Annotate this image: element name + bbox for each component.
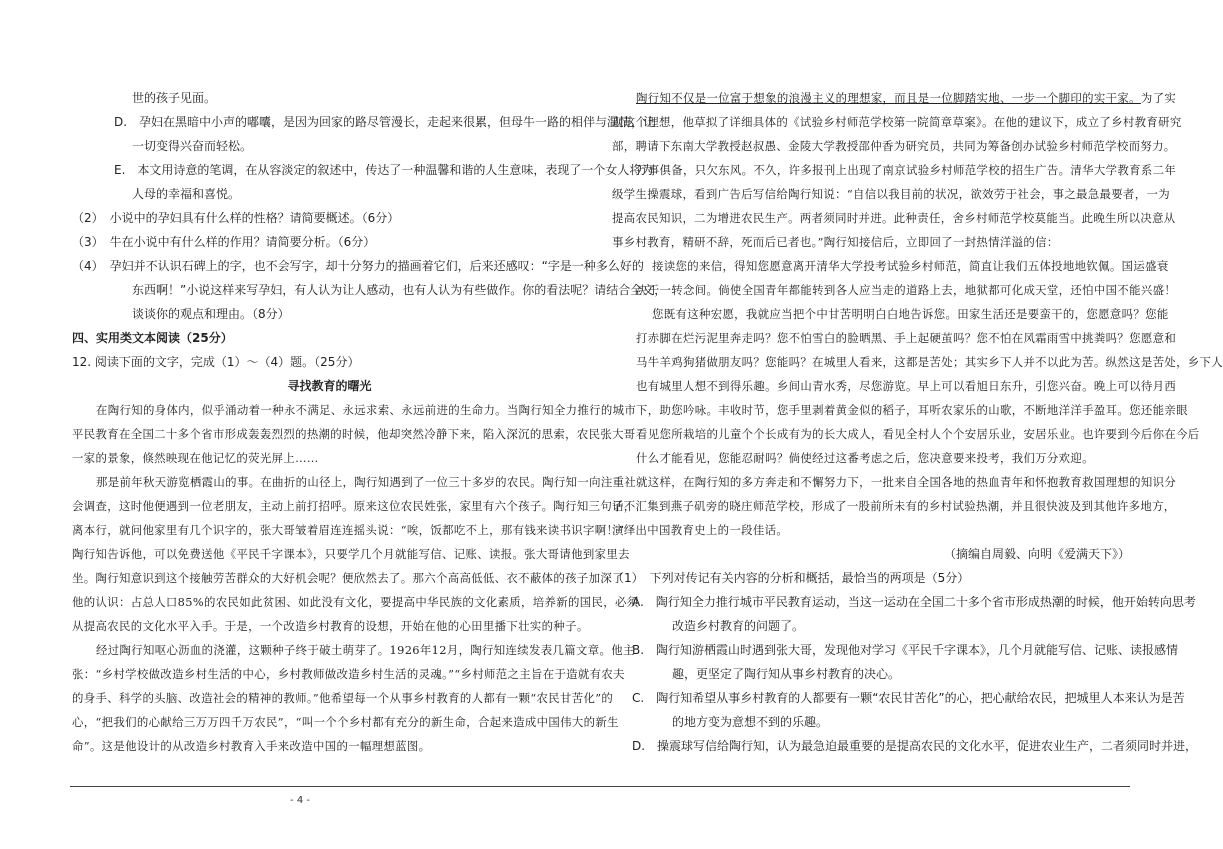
text-line: （摘编自周毅、向明《爱满天下》） xyxy=(943,547,1130,561)
text-line: 陶行知告诉他，可以免费送他《平民千字课本》，只要学几个月就能写信、记账、读报。张大哥请他到家里去 xyxy=(72,547,630,561)
text-line: 您既有这种宏愿，我就应当把个中甘苦明明白白地告诉您。田家生活还是要蛮干的，您愿意吗？您能 xyxy=(652,307,1169,321)
text-line: 12. 阅读下面的文字，完成（1）～（4）题。（25分） xyxy=(72,355,360,369)
text-line: 命”。这是他设计的从改造乡村教育入手来改造中国的一幅理想蓝图。 xyxy=(72,739,431,753)
text-line: 的身手、科学的头脑、改造社会的精神的教师。”他希望每一个从事乡村教育的人都有一颗“农民甘苦化”的 xyxy=(72,691,614,705)
text-line: 万事俱备，只欠东风。不久，许多报刊上出现了南京试验乡村师范学校的招生广告。清华大学教育系二年 xyxy=(636,163,1177,177)
text-line: （3） 牛在小说中有什么样的作用？请简要分析。（6分） xyxy=(72,235,376,249)
text-line: 演绎出中国教育史上的一段佳话。 xyxy=(612,523,789,537)
text-line: 打赤脚在烂污泥里奔走吗？您不怕雪白的脸晒黑、手上起硬茧吗？您不怕在风霜雨雪中挑粪吗？您愿意和 xyxy=(636,331,1177,345)
text-line: 接读您的来信，得知您愿意离开清华大学投考试验乡村师范，简直让我们五体投地地钦佩。国运盛衰 xyxy=(652,259,1169,273)
text-line: 什么才能看见，您能忍耐吗？倘使经过这番考虑之后，您决意要来投考，我们万分欢迎。 xyxy=(636,451,1094,465)
text-line: 现这个理想，他草拟了详细具体的《试验乡村师范学校第一院简章草案》。在他的建议下，成立了乡村教育研究 xyxy=(612,115,1182,129)
text-line: 谈谈你的观点和理由。（8分） xyxy=(132,307,290,321)
text-line: 子，汇集到燕子矶旁的晓庄师范学校，形成了一股前所未有的乡村试验热潮，并且很快波及到其他许多地方， xyxy=(612,499,1176,513)
text-line: （2） 小说中的孕妇具有什么样的性格？请简要概述。（6分） xyxy=(72,211,400,225)
right-column xyxy=(612,86,1223,758)
text-line: 平民教育在全国二十多个省市形成轰轰烈烈的热潮的时候，他却突然冷静下来，陷入深沉的思索，农民张大哥 xyxy=(72,427,636,441)
text-line: 改造乡村教育的问题了。 xyxy=(672,619,805,633)
text-line: 一家的景象，倏然映现在他记忆的荧光屏上…… xyxy=(72,451,319,465)
text-line: 决于一转念间。倘使全国青年都能转到各人应当走的道路上去，地狱都可化成天堂，还怕中国不能兴盛！ xyxy=(636,283,1177,297)
text-line: 寻找教育的曙光 xyxy=(287,379,372,393)
text-line: 也有城里人想不到得乐趣。乡间山青水秀，尽您游览。早上可以看旭日东升，引您兴奋。晚上可以待月西 xyxy=(636,379,1177,393)
text-line: 经过陶行知呕心沥血的浇灌，这颗种子终于破土萌芽了。1926年12月，陶行知连续发表几篇文章。他主 xyxy=(96,643,635,657)
left-column xyxy=(72,86,667,758)
text-line: D. 孕妇在黑暗中小声的嘟囔，是因为回家的路尽管漫长，走起来很累，但母牛一路的相伴与温情，让 xyxy=(114,115,656,129)
text-line: B. 陶行知游栖霞山时遇到张大哥，发现他对学习《平民千字课本》，几个月就能写信、记账、读报感情 xyxy=(632,643,1179,657)
text-line: 部，聘请下东南大学教授赵叔愚、金陵大学教授邵仲香为研究员，共同为筹备创办试验乡村师范学校而努力。 xyxy=(612,139,1176,153)
text-line: 在陶行知的身体内，似乎涌动着一种永不满足、永远求索、永远前进的生命力。当陶行知全力推行的城市 xyxy=(96,403,637,417)
text-line: C. 陶行知希望从事乡村教育的人都要有一颗“农民甘苦化”的心，把心献给农民，把城里人本来认为是苦 xyxy=(632,691,1185,705)
text-line: A. 陶行知全力推行城市平民教育运动，当这一运动在全国二十多个省市形成热潮的时候，他开始转向思考 xyxy=(632,595,1196,609)
text-line: 下，助您吟咏。丰收时节，您手里剥着黄金似的稻子，耳听农家乐的山歌，不断地洋洋手盈耳。您还能亲眼 xyxy=(636,403,1188,417)
text-line: E. 本文用诗意的笔调，在从容淡定的叙述中，传达了一种温馨和谐的人生意味，表现了一个女人将为 xyxy=(114,163,654,177)
underlined-sentence: 陶行知不仅是一位富于想象的浪漫主义的理想家，而且是一位脚踏实地、一步一个脚印的实干家。 xyxy=(636,91,1141,105)
text-line: 一切变得兴奋而轻松。 xyxy=(132,139,253,153)
text-fragment: 为了实 xyxy=(1140,91,1177,105)
text-line: 马牛羊鸡狗猪做朋友吗？您能吗？在城里人看来，这都是苦处；其实乡下人并不以此为苦。纵然这是苦处，乡下人 xyxy=(636,355,1223,369)
footer-rule xyxy=(70,786,1130,787)
text-line: 他的认识：占总人口85%的农民如此贫困、如此没有文化，要提高中华民族的文化素质，培养新的国民，必须 xyxy=(72,595,639,609)
text-line: 四、实用类文本阅读（25分） xyxy=(72,331,233,345)
text-line: 那是前年秋天游览栖霞山的事。在曲折的山径上，陶行知遇到了一位三十多岁的农民。陶行知一向注重社 xyxy=(96,475,637,489)
text-line: 心，“把我们的心献给三万万四千万农民”，“叫一个个乡村都有充分的新生命，合起来造成中国伟大的新生 xyxy=(72,715,619,729)
text-line: （4） 孕妇并不认识石碑上的字，也不会写字，却十分努力的描画着它们，后来还感叹：“字是一种多么好的 xyxy=(72,259,644,273)
text-line: 的地方变为意想不到的乐趣。 xyxy=(672,715,829,729)
text-line: 世的孩子见面。 xyxy=(132,91,217,105)
text-line: 看见您所栽培的儿童个个长成有为的长大成人，看见全村人个个安居乐业，安居乐业。也许要到今后你在今后 xyxy=(636,427,1200,441)
text-line: 级学生操震球，看到广告后写信给陶行知说：“自信以我目前的状况，欲效劳于社会，事之最急最要者，一为 xyxy=(612,187,1170,201)
text-line: 提高农民知识，二为增进农民生产。两者须同时并进。此种责任，舍乡村师范学校莫能当。此晚生所以决意从 xyxy=(612,211,1176,225)
text-line: 从提高农民的文化水平入手。于是，一个改造乡村教育的设想，开始在他的心田里播下壮实的种子。 xyxy=(72,619,589,633)
text-line: 人母的幸福和喜悦。 xyxy=(132,187,241,201)
text-line: 事乡村教育，精研不辞，死而后已者也。”陶行知接信后，立即回了一封热情洋溢的信： xyxy=(612,235,1059,249)
text-line: （1） 下列对传记有关内容的分析和概括，最恰当的两项是（5分） xyxy=(612,571,970,585)
text-line: 就这样，在陶行知的多方奔走和不懈努力下，一批来自全国各地的热血青年和怀抱教育救国理想的知识分 xyxy=(636,475,1177,489)
text-line: 会调查，这时他便遇到一位老朋友，主动上前打招呼。原来这位农民姓张，家里有六个孩子。陶行知三句话不 xyxy=(72,499,636,513)
text-line: D. 操震球写信给陶行知，认为最急迫最重要的是提高农民的文化水平，促进农业生产，二者须同时并进， xyxy=(632,739,1198,753)
page-number: - 4 - xyxy=(290,795,310,806)
text-line: 离本行，就问他家里有几个识字的，张大哥皱着眉连连摇头说：“唉，饭都吃不上，那有钱来读书识字啊！” xyxy=(72,523,625,537)
text-line: 张：“乡村学校做改造乡村生活的中心，乡村教师做改造乡村生活的灵魂。”“乡村师范之主旨在于造就有农夫 xyxy=(72,667,625,681)
text-line: 趣，更坚定了陶行知从事乡村教育的决心。 xyxy=(672,667,901,681)
text-line: 东西啊！”小说这样来写孕妇，有人认为让人感动，也有人认为有些做作。你的看法呢？请结合全文， xyxy=(132,283,667,297)
text-line xyxy=(612,86,1177,110)
text-line: 坐。陶行知意识到这个接触劳苦群众的大好机会呢？便欣然去了。那六个高高低低、衣不蔽体的孩子加深了 xyxy=(72,571,624,585)
